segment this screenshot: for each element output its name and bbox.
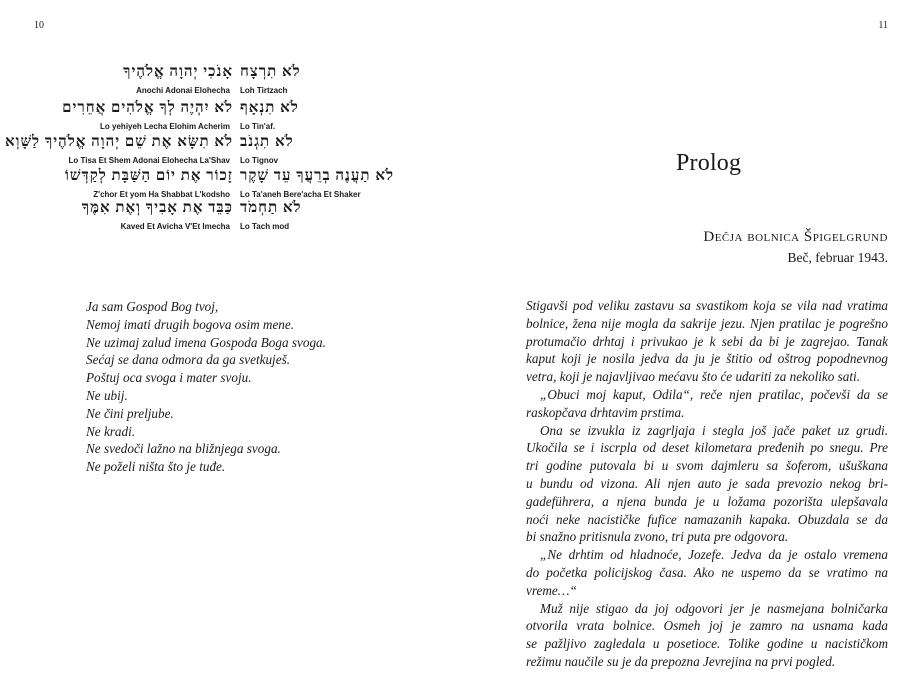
- body-line: Ukočila se i iscrpla od deset kilometara pređenih po snegu. Pre: [526, 440, 888, 456]
- date-line: Beč, februar 1943.: [787, 250, 888, 265]
- hebrew-commandment-8: לֹא תִגְנֹב: [240, 134, 294, 150]
- body-line: kaput koji je nosila jedva da ju je štitio od oštrog popodnevnog: [526, 351, 888, 367]
- body-line: „Obuci moj kaput, Odila“, reče njen pratilac, počevši da se: [540, 386, 888, 402]
- commandment-line: Ne ubij.: [86, 387, 128, 403]
- body-line: u bundu od vizona. Ali njen auto je sada prevozio nekog bri-: [526, 475, 888, 491]
- hebrew-commandment-10: לֹא תַחְמֹד: [240, 200, 302, 216]
- commandment-line: Sećaj se dana odmora da ga svetkuješ.: [86, 352, 291, 368]
- commandment-line: Poštuj oca svoga i mater svoju.: [86, 370, 252, 386]
- commandment-line: Ne uzimaj zalud imena Gospoda Boga svoga.: [86, 334, 326, 350]
- body-line: tri godine putovala bi u svom dajmleru sa šoferom, ušuškana: [526, 458, 888, 474]
- body-line: Muž nije stigao da joj odgovori jer je nasmejana bolničarka: [540, 600, 888, 616]
- transliteration-7: Lo Tin'af.: [240, 122, 276, 131]
- transliteration-2: Lo yehiyeh Lecha Elohim Acherim: [100, 122, 230, 131]
- commandment-line: Ja sam Gospod Bog tvoj,: [86, 299, 219, 314]
- commandment-line: Ne kradi.: [86, 423, 136, 439]
- commandments-list: [86, 298, 326, 476]
- body-line: Stigavši pod veliku zastavu sa svastikom koja se vila nad vratima: [526, 298, 888, 313]
- hebrew-commandment-2: לֹא יִהְיֶה לְךָ אֱלֹהִים אֲחֵרִים: [62, 100, 233, 116]
- transliteration-9: Lo Ta'aneh Bere'acha Et Shaker: [240, 190, 361, 199]
- body-line: Ona se izvukla iz zagrljaja i stegla još jače paket uz grudi.: [540, 422, 888, 438]
- commandment-line: Ne čini preljube.: [86, 405, 174, 421]
- transliteration-4: Z'chor Et yom Ha Shabbat L'kodsho: [93, 190, 230, 199]
- left-page: [0, 0, 460, 700]
- body-line: bi snažno pritisnula zvono, tri puta pre odgovora.: [526, 529, 789, 545]
- transliteration-5: Kaved Et Avicha V'Et Imecha: [120, 222, 230, 231]
- body-line: otvorila vrata bolnice. Osmeh joj je zamro na usnama kada: [526, 618, 888, 634]
- chapter-title: Prolog: [676, 150, 742, 176]
- commandment-line: Nemoj imati drugih bogova osim mene.: [86, 316, 295, 332]
- transliteration-1: Anochi Adonai Elohecha: [136, 86, 230, 95]
- body-line: do početka policijskog časa. Ako ne uspemo da se vratimo na: [526, 564, 888, 580]
- hebrew-commandment-3: לֹא תִשָּׂא אֶת שֵׁם יְהוָה אֱלֹהֶיךָ לַשָּׁוְא: [4, 134, 233, 150]
- transliteration-8: Lo Tignov: [240, 156, 279, 165]
- hebrew-commandment-1: אָנֹכִי יְהוָה אֱלֹהֶיךָ: [123, 64, 233, 80]
- right-page-number: 11: [878, 20, 888, 31]
- commandment-line: Ne poželi ništa što je tuđe.: [86, 459, 226, 475]
- hebrew-commandment-7: לֹא תִנְאָף: [240, 100, 299, 116]
- prologue-body: [526, 297, 888, 671]
- body-line: vetra, koji je najavljivao mećavu što će udariti za nekoliko sati.: [526, 369, 861, 385]
- body-line: raskopčava drhtavim prstima.: [526, 404, 685, 420]
- body-line: „Ne drhtim od hladnoće, Jozefe. Jedva da je ostalo vremena: [540, 547, 888, 563]
- transliteration-10: Lo Tach mod: [240, 222, 290, 231]
- hebrew-commandment-6: לֹא תִרְצָח: [240, 64, 301, 80]
- body-line: bolnice, žena nije mogla da sakrije jezu. Njen pratilac je pogrešno: [526, 315, 888, 331]
- hebrew-commandment-5: כַּבֵּד אֶת אָבִיךָ וְאֶת אִמֶּךָ: [81, 200, 233, 216]
- left-page-number: 10: [34, 20, 44, 31]
- transliteration-6: Loh Tirtzach: [240, 86, 288, 95]
- hebrew-commandment-9: לֹא תַעֲנֶה בְרֵעֲךָ עֵד שָׁקֶר: [240, 168, 394, 184]
- body-line: gadeführera, a njena bunda je u ložama pozorišta ulepšavala: [526, 493, 888, 509]
- hebrew-commandment-4: זָכוֹר אֶת יוֹם הַשַּׁבָּת לְקַדְּשׁוֹ: [65, 168, 233, 184]
- body-line: noći neke nacističke fufice namazanih kapaka. Obuzdala se da: [526, 511, 888, 527]
- commandment-line: Ne svedoči lažno na bližnjega svoga.: [86, 441, 281, 457]
- body-line: režimu naučile su je da prepozna Jevrejina na prvi pogled.: [526, 653, 836, 669]
- body-line: protumačio drhtaj i privukao je k sebi da bi je zagrejao. Tanak: [526, 333, 888, 349]
- location-heading: Dečja bolnica Špigelgrund: [703, 229, 888, 245]
- transliteration-3: Lo Tisa Et Shem Adonai Elohecha La'Shav: [68, 156, 230, 165]
- body-line: vreme…“: [526, 582, 577, 598]
- right-page: [460, 0, 921, 700]
- body-line: se pažljivo zagledala u posetioce. Tolike godine u nacističkom: [526, 636, 888, 652]
